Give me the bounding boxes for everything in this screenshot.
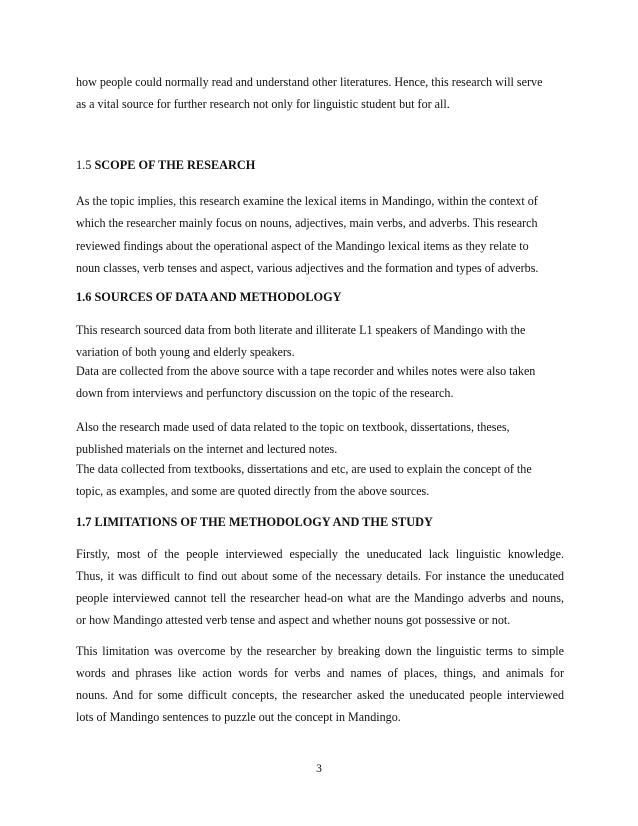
body-line: people interviewed cannot tell the researcher head-on what are the Mandingo adverbs and nouns,: [76, 591, 564, 605]
body-line: which the researcher mainly focus on nouns, adjectives, main verbs, and adverbs. This research: [76, 216, 538, 230]
body-line: variation of both young and elderly speakers.: [76, 345, 295, 359]
body-line: The data collected from textbooks, dissertations and etc, are used to explain the concept of the: [76, 462, 532, 476]
body-line: reviewed findings about the operational aspect of the Mandingo lexical items as they relate to: [76, 239, 529, 253]
body-line: This limitation was overcome by the researcher by breaking down the linguistic terms to simple: [76, 644, 564, 658]
intro-line-2: as a vital source for further research not only for linguistic student but for all.: [76, 97, 450, 111]
body-line: Also the research made used of data related to the topic on textbook, dissertations, theses,: [76, 420, 510, 434]
body-line: As the topic implies, this research examine the lexical items in Mandingo, within the context of: [76, 194, 538, 208]
body-line: nouns. And for some difficult concepts, the researcher asked the uneducated people interviewed: [76, 688, 564, 702]
section-number: 1.5: [76, 158, 92, 172]
intro-line-1: how people could normally read and understand other literatures. Hence, this research will serve: [76, 75, 543, 89]
body-line: Firstly, most of the people interviewed especially the uneducated lack linguistic knowledge.: [76, 547, 564, 561]
body-line: noun classes, verb tenses and aspect, various adjectives and the formation and types of adverbs.: [76, 261, 539, 275]
body-line: words and phrases like action words for verbs and names of places, things, and animals for: [76, 666, 564, 680]
body-line: or how Mandingo attested verb tense and aspect and whether nouns got possessive or not.: [76, 613, 511, 627]
body-line: topic, as examples, and some are quoted directly from the above sources.: [76, 484, 430, 498]
section-heading-1-5: [76, 157, 564, 173]
body-line: Thus, it was difficult to find out about some of the necessary details. For instance the uneducated: [76, 569, 564, 583]
section-heading-1-7: 1.7 LIMITATIONS OF THE METHODOLOGY AND THE STUDY: [76, 515, 433, 529]
body-line: down from interviews and perfunctory discussion on the topic of the research.: [76, 386, 454, 400]
section-title: SCOPE OF THE RESEARCH: [94, 158, 256, 172]
body-line: lots of Mandingo sentences to puzzle out the concept in Mandingo.: [76, 710, 401, 724]
body-line: Data are collected from the above source with a tape recorder and whiles notes were also taken: [76, 364, 536, 378]
body-line: This research sourced data from both literate and illiterate L1 speakers of Mandingo with the: [76, 323, 526, 337]
body-line: published materials on the internet and lectured notes.: [76, 442, 338, 456]
page-number: 3: [316, 763, 322, 775]
section-heading-1-6: 1.6 SOURCES OF DATA AND METHODOLOGY: [76, 290, 342, 304]
